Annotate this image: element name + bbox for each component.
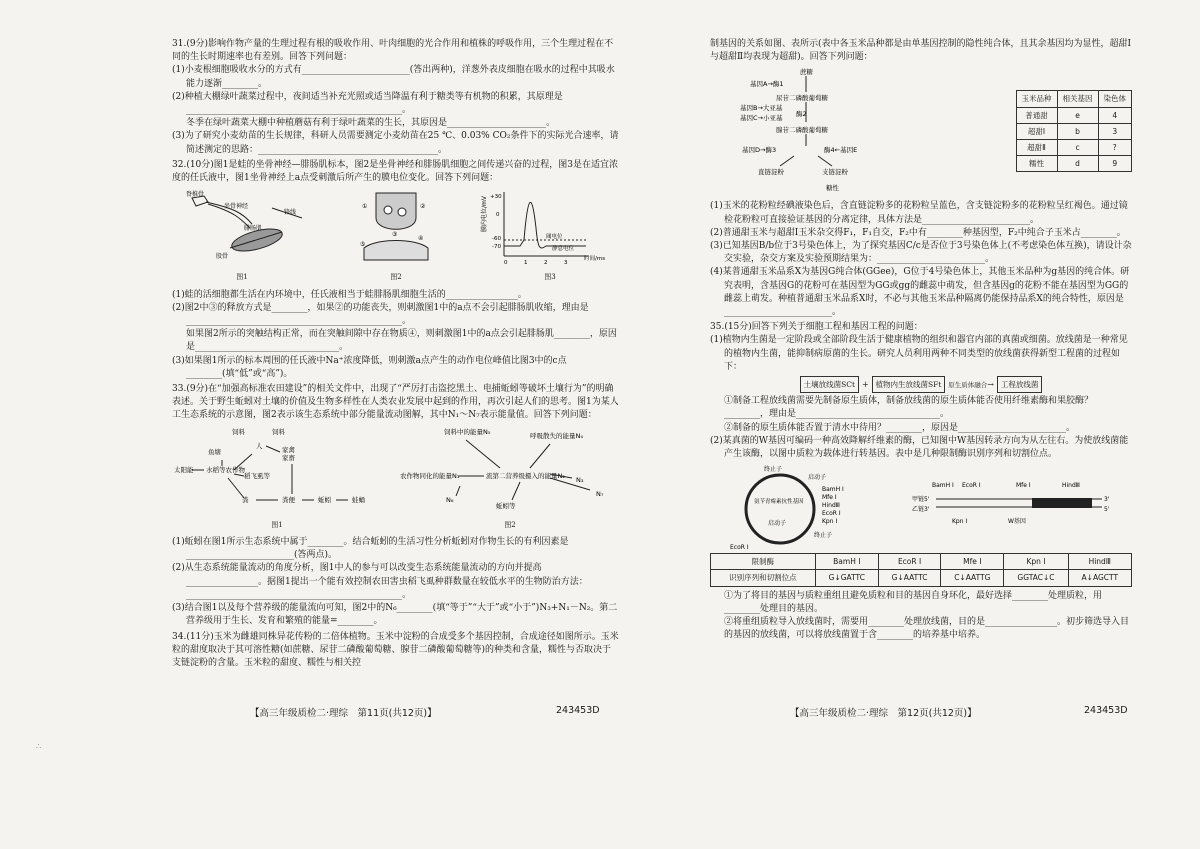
q32-part3: (3)如果图1所示的标本周围的任氏液中Na⁺浓度降低，则刺激a点产生的动作电位峰值比图3中的c点________(填“低”或“高”)。 (172, 355, 567, 379)
fig3-xtick: 3 (564, 260, 568, 267)
fig1-label-nerve: 坐骨神经 (224, 203, 249, 211)
fig-caption: 图3 (544, 273, 556, 282)
label-text: 饲料 (232, 427, 245, 436)
right-page (710, 38, 1132, 738)
label-text: EcoR Ⅰ (962, 482, 981, 490)
label-text: 糯性 (1016, 156, 1057, 172)
label-text: 氨苄青霉素抗性基因 (754, 499, 804, 506)
label-text: 4 (1098, 107, 1132, 123)
fig3-xtick: 2 (544, 260, 548, 267)
q35-part2b: ②将重组质粒导入放线菌时，需要用________处理放线菌，目的是________________。初步筛选导入目的基因的放线菌，可以将放线菌置于含________的培养基中培养。 (724, 617, 1130, 641)
table-row (1016, 140, 1132, 156)
label-text: 染色体 (1098, 91, 1132, 107)
table-row (1016, 107, 1132, 123)
label-text: 蚯蚓等 (496, 501, 516, 510)
q33-figure-2 (400, 426, 620, 532)
label-text: GGTAC↓C (1004, 570, 1068, 586)
q35-part1: (1)植物内生菌是一定阶段或全部阶段生活于健康植物的组织和器官内部的真菌或细菌。放线菌是一种常见的植物内生菌，能抑制病原菌的生长。研究人员利用两种不同类型的放线菌获得新型工程菌的过程如下： (710, 335, 1128, 372)
fig2-label-2: ② (420, 203, 426, 211)
label-text: 相关基因 (1057, 91, 1098, 107)
question-35 (710, 321, 1132, 642)
q33-figure-1 (172, 426, 382, 532)
label-text: 酶4←基因E (824, 146, 858, 155)
label-text: 鱼塘 (208, 447, 221, 456)
question-33 (172, 383, 620, 628)
label-text: 流第二营养级摄入的能量N₂ (486, 471, 565, 480)
fig3-tick: +30 (490, 194, 502, 201)
label-text: 太阳能 (174, 465, 194, 474)
q31-part3: (3)为了研究小麦幼苗的生长规律，科研人员需要测定小麦幼苗在25 ℃、0.03% CO₂条件下的实际光合速率，请简述测定的思路：________________________________________。 (172, 131, 619, 155)
left-footer: 【高三年级质检二·理综 第11页(共12页)】 (250, 708, 437, 719)
q33-part2: (2)从生态系统能量流动的角度分析，图1中人的参与可以改变生态系统能量流动的方向并提高________________。据图1提出一个能有效控制农田害虫稻飞虱种群数量在较低水平的生物防治方法：________________________________________________。 (172, 563, 588, 600)
label-text: 饲料 (272, 427, 285, 436)
flow-box-engineered: 工程放线菌 (997, 376, 1043, 393)
q34-part4: (4)某普通甜玉米品系X为基因G纯合体(GGee)，G位于4号染色体上，其他玉米品种为g基因的纯合体。研究表明，含基因G的花粉可在基因型为GG或gg的雌蕊中萌发，但含基因g的花粉不能在基因型为GG的雌蕊上萌发。种植普通甜玉米品系X时，不必与其他玉米品种隔离仍能保持品系X的纯合特性，原因是________________________。 (710, 267, 1130, 318)
label-text: N₃ (576, 475, 584, 484)
label-text: EcoR Ⅰ (878, 554, 940, 570)
q33-figures (172, 426, 620, 532)
label-text: 基因B→大亚基 (740, 104, 783, 113)
table-row (711, 570, 1132, 586)
q32-figure-3 (480, 188, 620, 284)
q33-stem: 33.(9分)在“加强高标准农田建设”的相关文件中，出现了“严厉打击盗挖黑土、电捕蚯蚓等破坏土壤行为”的明确表述。关于野生蚯蚓对土壤的价值及生物多样性在人类农业发展中起到的作用，再次引起人们的思考。图1为某人工生态系统的示意图，图2表示该生态系统中部分能量流动图解，其中N₁～N₇表示能量值。回答下列问题： (172, 384, 619, 421)
fig3-tick: -70 (492, 244, 501, 251)
q34-figures (710, 66, 1132, 196)
q34-intro: 制基因的关系如图、表所示(表中各玉米品种都是由单基因控制的隐性纯合体，且其余基因均为显性，超甜Ⅰ与超甜Ⅱ均表现为超甜)。回答下列问题： (710, 39, 1132, 63)
label-text: b (1057, 123, 1098, 139)
label-text: 支链淀粉 (822, 168, 848, 177)
label-text: d (1057, 156, 1098, 172)
fig3-ylabel: 膜内电位/mV (481, 196, 488, 233)
label-text: 人 (256, 441, 263, 450)
fig1-label-thread: 锋线 (284, 209, 297, 217)
label-text: 粪便 (282, 495, 295, 504)
table-row (1016, 156, 1132, 172)
fig-caption: 图1 (236, 273, 248, 282)
q32-figure-2 (356, 188, 436, 284)
label-text: HindⅢ (1062, 482, 1080, 490)
label-text: 酶2 (796, 110, 807, 119)
q32-stem: 32.(10分)图1是蛙的坐骨神经—腓肠肌标本，图2是坐骨神经和腓肠肌细胞之间传递兴奋的过程，图3是在适宜浓度的任氏液中，图1坐骨神经上a点受刺激后所产生的膜电位变化。回答下列问题： (172, 159, 618, 184)
label-text: N₆ (446, 495, 454, 504)
fig2-label-1: ① (362, 203, 368, 211)
fig3-tick: -60 (492, 236, 501, 243)
label-text: 家禽 (282, 445, 295, 454)
fig3-xlabel: 时间/ms (584, 256, 606, 263)
right-footer: 【高三年级质检二·理综 第12页(共12页)】 (790, 708, 977, 719)
q32-part2: (2)图2中③的释放方式是________，如果②的功能丧失，则刺激图1中的a点不会引起腓肠肌收缩，理由是________________________________________________。 (172, 302, 589, 327)
scan-speck: ∴ (36, 742, 42, 751)
label-text: EcoR Ⅰ (822, 510, 841, 518)
label-text: c (1057, 140, 1098, 156)
label-text: Mfe Ⅰ (822, 494, 837, 502)
label-text: HindⅢ (1068, 554, 1131, 570)
q31-part2: (2)种植大棚绿叶蔬菜过程中，夜间适当补充光照或适当降温有利于糖类等有机物的积累，其原理是________________________________________________。 (172, 91, 563, 116)
label-text: 糖性 (826, 184, 839, 193)
q31-part1: (1)小麦根细胞吸收水分的方式有________________________(答出两种)，洋葱外表皮细胞在吸水的过程中其吸水能力逐渐________。 (172, 65, 615, 89)
fig3-tick: 0 (496, 212, 500, 219)
label-text: 9 (1098, 156, 1132, 172)
label-text: G↓AATTC (878, 570, 940, 586)
label-text: 超甜Ⅰ (1016, 123, 1057, 139)
label-text: 蚯蚓 (318, 495, 331, 504)
label-text: Kpn Ⅰ (952, 518, 968, 526)
table-row (711, 554, 1132, 570)
label-text: 饲料中的能量N₅ (444, 427, 491, 436)
label-text: 终止子 (814, 532, 833, 540)
label-text: BamH Ⅰ (932, 482, 954, 490)
q31-part2b: 冬季在绿叶蔬菜大棚中种植蘑菇有利于绿叶蔬菜的生长，其原因是______________________。 (186, 118, 556, 129)
label-text: N₇ (596, 489, 604, 498)
fig3-xtick: 0 (504, 260, 508, 267)
q35-part2a: ①为了将目的基因与质粒重组且避免质粒和目的基因自身环化，最好选择________处理质粒，用________处理目的基因。 (724, 590, 1103, 614)
fig3-note-rest: 静息电位 (552, 246, 575, 253)
label-text: W基因 (1008, 518, 1026, 526)
q34-part2: (2)普通甜玉米与超甜Ⅰ玉米杂交得F₁，F₁自交，F₂中有________种基因型，F₂中纯合子玉米占________。 (710, 227, 1126, 238)
q32-figure-1 (172, 188, 312, 284)
fig2-label-5: ⑤ (360, 241, 366, 249)
label-text: Mfe Ⅰ (941, 554, 1004, 570)
label-text: 启动子 (808, 474, 827, 482)
label-text: 稻飞虱等 (244, 471, 270, 480)
label-text: 3 (1098, 123, 1132, 139)
fig1-label-femur: 股骨 (216, 253, 229, 261)
q32-part2b: 如果图2所示的突触结构正常，而在突触间隙中存在物质④，则刺激图1中的a点会引起腓肠肌________，原因是________________________________。 (186, 329, 617, 353)
label-text: 识别序列和切割位点 (711, 570, 816, 586)
label-text: 直链淀粉 (758, 168, 784, 177)
label-text: 农作物同化的能量N₁ (400, 471, 460, 480)
q35-part1b: ②制备的原生质体能否置于清水中待用？________，原因是________________________。 (724, 422, 1076, 433)
label-text: BamH Ⅰ (822, 486, 844, 494)
fig-caption: 图2 (504, 520, 516, 529)
label-text: 限制酶 (711, 554, 816, 570)
label-text: 5' (1104, 506, 1110, 514)
label-text: HindⅢ (822, 502, 840, 510)
left-page (172, 38, 620, 738)
label-text: 蔗糖 (800, 68, 813, 77)
label-text: 启动子 (768, 520, 787, 528)
label-text: 基因D→酶3 (742, 146, 777, 155)
q34-part3: (3)已知基因B/b位于3号染色体上，为了探究基因C/c是否位于3号染色体上(不考虑染色体互换)，请设计杂交实验，杂交方案及实验预期结果为：________________________。 (710, 241, 1132, 265)
q35-part1a: ①制备工程放线菌需要先制备原生质体，制备放线菌的原生质体能否使用纤维素酶和果胶酶？________，理由是________________________________。 (724, 396, 1094, 420)
fig2-label-4: ④ (418, 235, 424, 243)
fig3-note-threshold: 阈电位 (546, 234, 563, 241)
fig2-label-3: ③ (392, 231, 398, 239)
flow-box-endophyte: 植物内生放线菌SFt (872, 376, 946, 393)
corn-variety-table (1016, 90, 1133, 172)
question-34 (172, 631, 620, 671)
q31-stem: 31.(9分)影响作物产量的生理过程有根的吸收作用、叶肉细胞的光合作用和植株的呼吸作用，三个生理过程在不同的生长时期速率也有差别。回答下列问题： (172, 39, 614, 63)
fig1-label-muscle: 腓肠肌 (244, 225, 263, 233)
fig-caption: 图2 (390, 273, 402, 282)
label-text: 终止子 (764, 466, 783, 474)
label-text: e (1057, 107, 1098, 123)
question-31 (172, 38, 620, 157)
label-text: 家畜 (282, 453, 295, 462)
label-text: ? (1098, 140, 1132, 156)
table-row (1016, 91, 1132, 107)
q34-part1: (1)玉米的花粉粒经碘液染色后，含直链淀粉多的花粉粒呈蓝色，含支链淀粉多的花粉粒呈红褐色。通过镜检花粉粒可直接验证基因的分离定律，具体方法是________________________。 (710, 201, 1128, 225)
label-text: 腺苷二磷酸葡萄糖 (776, 126, 828, 135)
label-text: Kpn Ⅰ (822, 518, 838, 526)
label-text: 玉米品种 (1016, 91, 1057, 107)
label-text: 呼吸散失的能量N₄ (530, 431, 583, 440)
label-text: 超甜Ⅱ (1016, 140, 1057, 156)
label-text: 甲链5' (912, 496, 930, 504)
left-code: 243453D (556, 705, 600, 716)
q35-part2: (2)某真菌的W基因可编码一种高效降解纤维素的酶，已知图中W基因转录方向为从左往右。为使放线菌能产生该酶，以图中质粒为载体进行转基因。表中是几种限制酶识别序列和切割位点。 (710, 435, 1129, 460)
q35-figures (710, 463, 1132, 551)
w-gene-diagram (912, 477, 1132, 537)
q35-flow: 土壤放线菌SCt + 植物内生放线菌SFt 原生质体融合→ 工程放线菌 (710, 376, 1132, 393)
starch-pathway-diagram (710, 66, 900, 196)
label-text: 3' (1104, 496, 1110, 504)
label-text: 粪 (242, 495, 249, 504)
right-code: 243453D (1084, 705, 1128, 716)
q35-stem: 35.(15分)回答下列关于细胞工程和基因工程的问题： (710, 322, 923, 333)
label-text: Kpn Ⅰ (1004, 554, 1068, 570)
q33-part1: (1)蚯蚓在图1所示生态系统中属于________。结合蚯蚓的生活习性分析蚯蚓对作物生长的有利因素是________________________(答两点)。 (172, 537, 569, 561)
fig1-label-spine: 脊推骨 (186, 191, 205, 199)
q33-part3: (3)结合图1以及每个营养级的能量流向可知，图2中的N₆________(填“等于”“大于”或“小于”)N₃+N₁－N₂。第二营养级用于生长、发育和繁殖的能量=________。 (172, 603, 618, 627)
label-text: A↓AGCTT (1068, 570, 1131, 586)
label-text: 尿苷二磷酸葡萄糖 (776, 94, 828, 103)
label-text: 普通甜 (1016, 107, 1057, 123)
flow-arrow-label: 原生质体融合 (948, 381, 988, 390)
fig-caption: 图1 (271, 520, 283, 529)
label-text: Mfe Ⅰ (1016, 482, 1031, 490)
label-text: 基因C→小亚基 (740, 114, 783, 123)
q32-part1: (1)蛙的活细胞都生活在内环境中，任氏液相当于蛙腓肠肌细胞生活的________________。 (172, 289, 527, 300)
label-text: 基因A→酶1 (750, 80, 784, 89)
label-text: EcoR Ⅰ (730, 544, 749, 552)
q32-figures (172, 188, 620, 284)
table-row (1016, 123, 1132, 139)
label-text: BamH Ⅰ (815, 554, 878, 570)
q34-stem: 34.(11分)玉米为雌雄同株异花传粉的二倍体植物。玉米中淀粉的合成受多个基因控制，合成途径如图所示。玉米粒的甜度取决于其可溶性糖(如蔗糖、尿苷二磷酸葡萄糖、腺苷二磷酸葡萄糖等)的种类和含量，糯性与否取决于支链淀粉的含量。玉米粒的甜度、糯性与相关控 (172, 631, 619, 668)
label-text: C↓AATTG (941, 570, 1004, 586)
label-text: G↓GATTC (815, 570, 878, 586)
label-text: 蛙蛹 (352, 495, 365, 504)
q34-continued (710, 38, 1132, 319)
fig3-xtick: 1 (524, 260, 528, 267)
label-text: 水稻等农作物 (206, 465, 245, 474)
question-32 (172, 159, 620, 381)
label-text: 乙链3' (912, 506, 930, 514)
plasmid-diagram (710, 463, 870, 551)
flow-box-soil: 土壤放线菌SCt (800, 376, 859, 393)
enzyme-table (710, 553, 1132, 586)
